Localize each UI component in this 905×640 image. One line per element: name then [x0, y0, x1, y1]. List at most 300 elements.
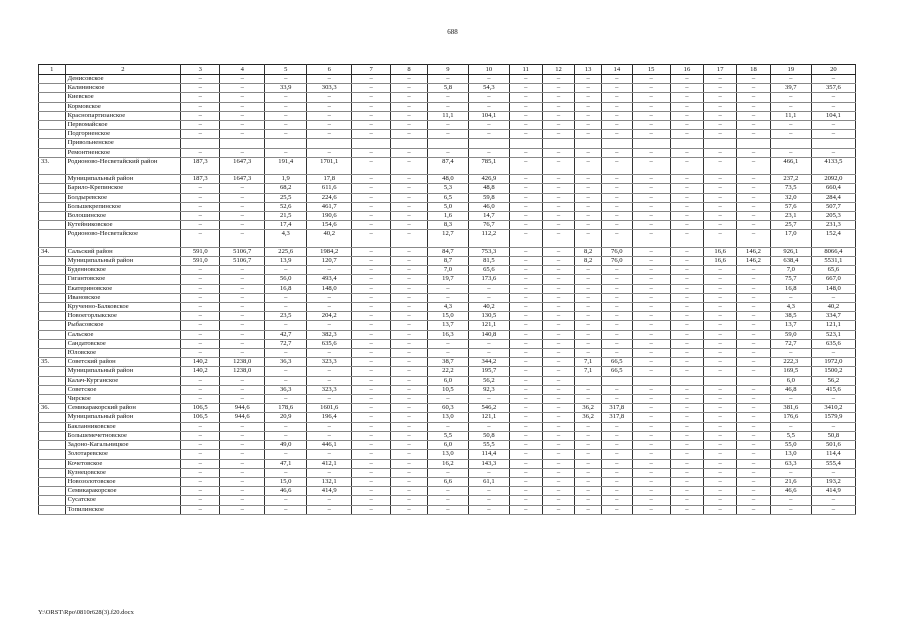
table-cell: –	[181, 431, 220, 440]
table-cell: 4,3	[770, 303, 811, 312]
table-cell: –	[307, 468, 352, 477]
table-cell: –	[704, 413, 737, 422]
table-cell: –	[509, 148, 542, 157]
row-number	[39, 468, 66, 477]
table-cell: –	[220, 230, 265, 247]
table-cell: –	[704, 349, 737, 358]
table-cell: –	[670, 468, 704, 477]
table-cell: 231,3	[811, 221, 855, 230]
table-cell: –	[391, 413, 428, 422]
table-cell: –	[509, 275, 542, 284]
row-number	[39, 431, 66, 440]
table-cell: –	[509, 247, 542, 256]
table-cell: –	[509, 175, 542, 184]
table-cell: –	[352, 111, 391, 120]
table-cell: –	[542, 202, 575, 211]
table-cell	[670, 376, 704, 385]
table-cell: 65,6	[468, 266, 509, 275]
table-cell: 61,1	[468, 477, 509, 486]
table-cell: –	[575, 385, 602, 394]
row-name: Новоегорлыкское	[65, 312, 181, 321]
table-cell: 357,6	[811, 84, 855, 93]
table-cell: –	[770, 422, 811, 431]
table-cell: –	[352, 459, 391, 468]
table-cell: –	[704, 221, 737, 230]
row-number	[39, 487, 66, 496]
table-cell: 5106,7	[220, 247, 265, 256]
table-cell: –	[265, 93, 307, 102]
table-cell: –	[427, 349, 468, 358]
table-cell	[542, 139, 575, 148]
table-cell: 205,3	[811, 212, 855, 221]
column-header: 8	[391, 65, 428, 75]
table-cell: –	[509, 477, 542, 486]
table-cell: –	[220, 266, 265, 275]
table-row	[39, 266, 856, 275]
table-cell: –	[632, 266, 670, 275]
table-cell: –	[181, 505, 220, 514]
table-cell: 591,0	[181, 247, 220, 256]
table-cell: –	[468, 487, 509, 496]
column-header: 7	[352, 65, 391, 75]
table-row	[39, 496, 856, 505]
table-cell: –	[601, 321, 632, 330]
table-cell: –	[468, 102, 509, 111]
table-cell: 785,1	[468, 157, 509, 174]
table-cell: 1647,3	[220, 157, 265, 174]
row-number	[39, 184, 66, 193]
table-cell: 17,4	[265, 221, 307, 230]
table-cell: –	[352, 275, 391, 284]
table-cell: –	[601, 477, 632, 486]
table-cell: –	[391, 358, 428, 367]
table-cell: 38,7	[427, 358, 468, 367]
table-cell: –	[391, 221, 428, 230]
table-cell: –	[632, 148, 670, 157]
table-cell: –	[542, 284, 575, 293]
table-cell: 140,8	[468, 330, 509, 339]
table-cell: 7,1	[575, 358, 602, 367]
row-number	[39, 349, 66, 358]
table-cell: –	[391, 84, 428, 93]
row-name: Привольненское	[65, 139, 181, 148]
column-header: 17	[704, 65, 737, 75]
row-name: Краснопартизанское	[65, 111, 181, 120]
table-cell: –	[307, 93, 352, 102]
table-cell: –	[265, 303, 307, 312]
table-cell: 1,6	[427, 212, 468, 221]
table-cell: –	[575, 459, 602, 468]
table-cell: –	[509, 358, 542, 367]
table-cell: –	[391, 212, 428, 221]
row-number	[39, 130, 66, 139]
table-cell: –	[632, 84, 670, 93]
table-cell: –	[542, 121, 575, 130]
table-cell: 47,1	[265, 459, 307, 468]
table-cell: –	[632, 111, 670, 120]
table-cell: –	[542, 130, 575, 139]
row-number	[39, 175, 66, 184]
row-name: Новозолотовское	[65, 477, 181, 486]
table-row	[39, 284, 856, 293]
table-cell: –	[542, 367, 575, 376]
table-cell: –	[181, 395, 220, 404]
table-cell: –	[770, 496, 811, 505]
table-cell: –	[601, 459, 632, 468]
table-cell: –	[542, 111, 575, 120]
table-cell: 190,6	[307, 212, 352, 221]
table-cell: –	[601, 175, 632, 184]
table-cell: 501,6	[811, 441, 855, 450]
table-cell: –	[220, 75, 265, 84]
table-cell: –	[352, 404, 391, 413]
row-number	[39, 312, 66, 321]
row-name: Крученно-Балковское	[65, 303, 181, 312]
table-cell: 148,0	[811, 284, 855, 293]
table-cell: 1579,9	[811, 413, 855, 422]
table-cell: –	[220, 468, 265, 477]
table-row	[39, 221, 856, 230]
table-cell: 415,6	[811, 385, 855, 394]
table-cell: –	[509, 303, 542, 312]
table-cell: –	[601, 431, 632, 440]
table-cell: –	[181, 202, 220, 211]
table-cell: 140,2	[181, 358, 220, 367]
table-cell: –	[737, 121, 771, 130]
table-cell: –	[509, 130, 542, 139]
table-cell: –	[509, 487, 542, 496]
table-cell: –	[670, 431, 704, 440]
table-cell: 72,7	[265, 339, 307, 348]
table-cell: –	[391, 321, 428, 330]
table-row	[39, 312, 856, 321]
table-cell: –	[509, 75, 542, 84]
table-cell: –	[632, 193, 670, 202]
table-cell: –	[704, 431, 737, 440]
table-cell: –	[770, 293, 811, 302]
table-cell: –	[632, 413, 670, 422]
table-cell: –	[220, 93, 265, 102]
table-cell: –	[509, 330, 542, 339]
table-cell: –	[632, 221, 670, 230]
table-cell: 493,4	[307, 275, 352, 284]
row-name: Чирское	[65, 395, 181, 404]
row-name: Киевское	[65, 93, 181, 102]
table-row	[39, 130, 856, 139]
table-cell: –	[220, 330, 265, 339]
table-cell: –	[427, 468, 468, 477]
table-cell: –	[181, 111, 220, 120]
table-cell: 1972,0	[811, 358, 855, 367]
table-cell: 13,0	[427, 413, 468, 422]
table-cell: –	[737, 459, 771, 468]
table-row	[39, 230, 856, 247]
table-cell: –	[704, 487, 737, 496]
table-cell: –	[704, 148, 737, 157]
table-cell: –	[670, 257, 704, 266]
table-cell: –	[632, 367, 670, 376]
table-cell: –	[220, 148, 265, 157]
table-cell: –	[509, 505, 542, 514]
table-cell: 48,0	[427, 175, 468, 184]
table-cell: –	[265, 102, 307, 111]
row-number	[39, 212, 66, 221]
table-cell: –	[542, 339, 575, 348]
table-cell: –	[632, 293, 670, 302]
table-cell: –	[670, 303, 704, 312]
table-cell: –	[352, 148, 391, 157]
table-cell: –	[391, 293, 428, 302]
table-cell: –	[542, 293, 575, 302]
table-cell: –	[391, 247, 428, 256]
table-cell: 667,0	[811, 275, 855, 284]
table-cell: 60,3	[427, 404, 468, 413]
column-header: 5	[265, 65, 307, 75]
table-cell: –	[509, 349, 542, 358]
table-cell: –	[811, 349, 855, 358]
table-cell: –	[601, 121, 632, 130]
row-name: Калач-Курганское	[65, 376, 181, 385]
table-cell: 84,7	[427, 247, 468, 256]
table-cell: 8066,4	[811, 247, 855, 256]
row-number	[39, 139, 66, 148]
table-cell: 46,6	[265, 487, 307, 496]
table-cell: –	[737, 293, 771, 302]
row-number	[39, 221, 66, 230]
table-cell: –	[352, 367, 391, 376]
table-cell: –	[307, 422, 352, 431]
table-cell: 46,0	[468, 202, 509, 211]
table-cell: –	[632, 202, 670, 211]
table-cell: 13,7	[770, 321, 811, 330]
table-cell: –	[265, 321, 307, 330]
table-cell: –	[181, 184, 220, 193]
table-cell: –	[632, 284, 670, 293]
row-number	[39, 450, 66, 459]
table-cell: 1984,2	[307, 247, 352, 256]
table-cell: –	[352, 477, 391, 486]
table-cell: –	[468, 148, 509, 157]
table-cell: –	[737, 339, 771, 348]
table-cell: –	[391, 339, 428, 348]
table-cell: –	[542, 266, 575, 275]
table-cell: 1500,2	[811, 367, 855, 376]
table-cell: –	[427, 93, 468, 102]
table-cell	[737, 376, 771, 385]
row-number	[39, 496, 66, 505]
table-cell: 8,2	[575, 257, 602, 266]
table-row	[39, 395, 856, 404]
table-cell: –	[632, 157, 670, 174]
table-cell: –	[391, 130, 428, 139]
table-cell: –	[509, 339, 542, 348]
table-row	[39, 212, 856, 221]
table-cell: 753,3	[468, 247, 509, 256]
table-cell: –	[601, 496, 632, 505]
table-cell: –	[737, 395, 771, 404]
table-row	[39, 330, 856, 339]
table-cell: 146,2	[737, 247, 771, 256]
table-cell: –	[704, 157, 737, 174]
table-row	[39, 477, 856, 486]
table-cell: –	[542, 477, 575, 486]
table-cell: –	[670, 330, 704, 339]
table-cell: –	[670, 450, 704, 459]
table-cell: –	[181, 275, 220, 284]
table-cell: –	[670, 130, 704, 139]
table-cell: –	[352, 487, 391, 496]
table-cell: –	[704, 330, 737, 339]
row-name: Кочетовское	[65, 459, 181, 468]
table-cell: –	[737, 284, 771, 293]
table-cell: 56,0	[265, 275, 307, 284]
table-cell: –	[632, 330, 670, 339]
row-name: Муниципальный район	[65, 175, 181, 184]
table-cell: –	[220, 339, 265, 348]
table-cell: –	[575, 121, 602, 130]
table-cell: –	[575, 212, 602, 221]
table-cell: –	[181, 130, 220, 139]
table-cell: 120,7	[307, 257, 352, 266]
table-cell: –	[670, 395, 704, 404]
table-cell	[632, 139, 670, 148]
table-cell: –	[542, 312, 575, 321]
table-cell: –	[542, 376, 575, 385]
table-cell: –	[704, 84, 737, 93]
table-cell: –	[542, 330, 575, 339]
row-number	[39, 422, 66, 431]
row-number	[39, 376, 66, 385]
table-cell: –	[181, 230, 220, 247]
table-cell: –	[265, 367, 307, 376]
table-cell: –	[737, 441, 771, 450]
table-cell: 1238,0	[220, 367, 265, 376]
table-cell: –	[427, 487, 468, 496]
table-cell: –	[632, 487, 670, 496]
table-cell: 284,4	[811, 193, 855, 202]
table-cell	[509, 139, 542, 148]
table-cell: –	[575, 293, 602, 302]
table-cell: –	[509, 266, 542, 275]
table-cell: –	[542, 157, 575, 174]
table-cell: –	[542, 221, 575, 230]
table-cell: 1701,1	[307, 157, 352, 174]
table-cell: –	[670, 93, 704, 102]
table-cell: –	[352, 312, 391, 321]
table-cell: 143,3	[468, 459, 509, 468]
table-cell: 660,4	[811, 184, 855, 193]
table-cell: 3410,2	[811, 404, 855, 413]
table-cell: –	[265, 293, 307, 302]
table-cell	[307, 139, 352, 148]
table-cell: –	[509, 184, 542, 193]
table-cell: –	[770, 505, 811, 514]
table-row	[39, 413, 856, 422]
column-header: 20	[811, 65, 855, 75]
table-cell: –	[181, 303, 220, 312]
table-cell: –	[632, 102, 670, 111]
table-row	[39, 193, 856, 202]
table-cell: 40,2	[307, 230, 352, 247]
table-cell: –	[670, 477, 704, 486]
table-cell: 187,3	[181, 175, 220, 184]
table-cell: –	[352, 431, 391, 440]
column-header: 9	[427, 65, 468, 75]
table-cell: –	[737, 349, 771, 358]
table-cell: –	[670, 75, 704, 84]
table-cell: –	[670, 459, 704, 468]
table-cell: –	[220, 121, 265, 130]
table-cell: –	[575, 330, 602, 339]
table-cell: 507,7	[811, 202, 855, 211]
table-cell: –	[670, 293, 704, 302]
table-cell: –	[391, 422, 428, 431]
table-cell: –	[265, 422, 307, 431]
table-cell: –	[220, 321, 265, 330]
table-cell: –	[632, 175, 670, 184]
table-cell: –	[670, 413, 704, 422]
table-cell: –	[670, 275, 704, 284]
table-cell: –	[265, 266, 307, 275]
table-cell: –	[391, 330, 428, 339]
table-cell	[391, 139, 428, 148]
table-cell: –	[704, 312, 737, 321]
table-cell: –	[601, 157, 632, 174]
table-cell: 66,5	[601, 367, 632, 376]
table-row	[39, 121, 856, 130]
table-cell: –	[811, 496, 855, 505]
row-name: Первомайское	[65, 121, 181, 130]
table-cell: –	[352, 358, 391, 367]
table-cell: –	[670, 339, 704, 348]
row-name: Задоно-Кагальницкое	[65, 441, 181, 450]
table-cell: –	[307, 121, 352, 130]
table-cell: –	[575, 93, 602, 102]
table-row	[39, 75, 856, 84]
table-cell: –	[352, 157, 391, 174]
table-cell: –	[181, 148, 220, 157]
table-cell: –	[670, 385, 704, 394]
table-cell: 36,2	[575, 404, 602, 413]
table-cell: 446,1	[307, 441, 352, 450]
table-cell: 635,6	[307, 339, 352, 348]
table-cell: 16,8	[770, 284, 811, 293]
table-cell: 36,3	[265, 358, 307, 367]
table-cell: –	[307, 367, 352, 376]
table-cell: –	[352, 102, 391, 111]
table-cell: –	[391, 477, 428, 486]
table-cell: –	[704, 303, 737, 312]
table-cell: 5106,7	[220, 257, 265, 266]
table-row	[39, 293, 856, 302]
table-cell: –	[737, 221, 771, 230]
table-cell: 11,1	[770, 111, 811, 120]
table-cell: –	[307, 376, 352, 385]
table-row	[39, 157, 856, 174]
column-header: 11	[509, 65, 542, 75]
table-cell: 1238,0	[220, 358, 265, 367]
table-cell: –	[391, 284, 428, 293]
table-cell: –	[427, 505, 468, 514]
row-name: Кормовское	[65, 102, 181, 111]
table-cell: –	[265, 148, 307, 157]
table-cell: –	[704, 321, 737, 330]
table-cell: –	[307, 75, 352, 84]
table-cell: –	[542, 75, 575, 84]
table-cell: –	[811, 422, 855, 431]
table-cell: 926,1	[770, 247, 811, 256]
table-cell: –	[509, 395, 542, 404]
